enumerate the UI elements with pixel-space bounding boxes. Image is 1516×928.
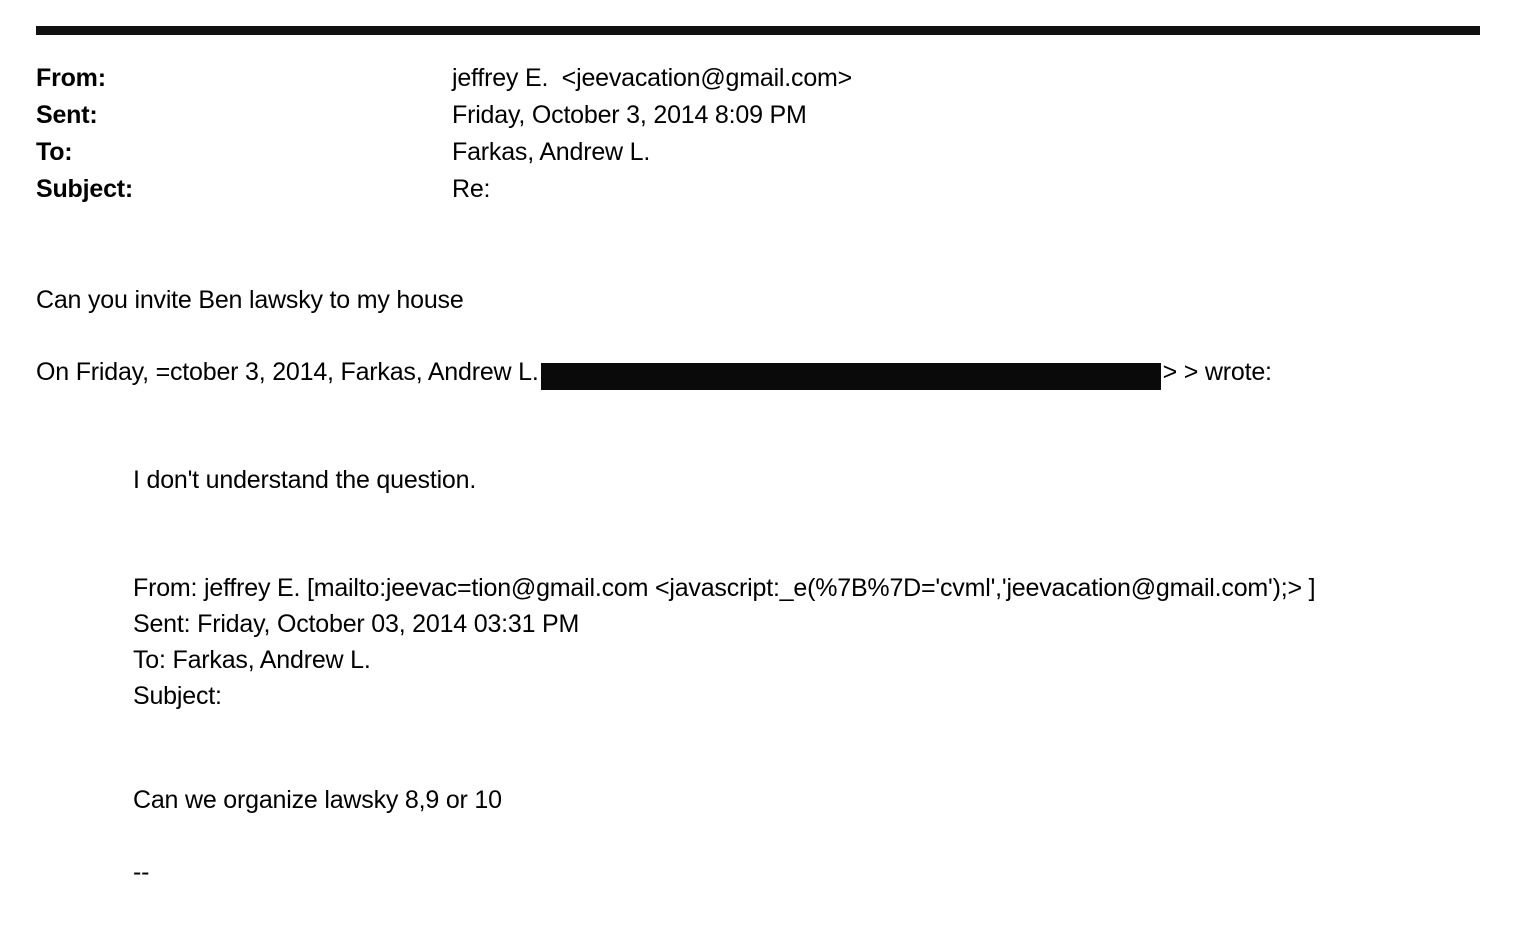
- header-label-sent: Sent:: [36, 101, 98, 129]
- quoted-header-from: From: jeffrey E. [mailto:jeevac=tion@gmail.com <javascript:_e(%7B%7D='cvml','jeevacation@gmail.com');> ]: [133, 574, 1316, 602]
- header-value-from: jeffrey E. <jeevacation@gmail.com>: [452, 64, 853, 92]
- quoted-message-block: [133, 462, 1473, 890]
- quoted-signature-separator: --: [133, 858, 150, 886]
- top-divider-rule: [36, 26, 1480, 35]
- email-header-block: [36, 64, 1436, 212]
- header-row-to: [36, 138, 1436, 175]
- header-label-from: From:: [36, 64, 106, 92]
- header-value-sent: Friday, October 3, 2014 8:09 PM: [452, 101, 807, 129]
- quoted-message-text: Can we organize lawsky 8,9 or 10: [133, 786, 502, 814]
- reply-attribution-suffix: > > wrote:: [1162, 358, 1272, 386]
- header-label-subject: Subject:: [36, 175, 134, 203]
- header-row-sent: [36, 101, 1436, 138]
- header-value-subject: Re:: [452, 175, 491, 203]
- redaction-bar-icon: [541, 363, 1161, 390]
- header-row-subject: [36, 175, 1436, 212]
- body-message: Can you invite Ben lawsky to my house: [36, 286, 464, 314]
- quoted-spacer-2: [133, 714, 1473, 782]
- reply-attribution-line: [36, 354, 1476, 390]
- quoted-reply-line: I don't understand the question.: [133, 466, 477, 494]
- quoted-header-subject: Subject:: [133, 682, 222, 710]
- quoted-spacer-3: [133, 818, 1473, 854]
- email-body: [36, 282, 1476, 390]
- reply-attribution-prefix: On Friday, =ctober 3, 2014, Farkas, Andrew L.: [36, 358, 539, 386]
- header-row-from: [36, 64, 1436, 101]
- quoted-header-sent: Sent: Friday, October 03, 2014 03:31 PM: [133, 610, 580, 638]
- header-value-to: Farkas, Andrew L.: [452, 138, 651, 166]
- header-label-to: To:: [36, 138, 73, 166]
- quoted-header-to: To: Farkas, Andrew L.: [133, 646, 371, 674]
- quoted-spacer-1: [133, 498, 1473, 570]
